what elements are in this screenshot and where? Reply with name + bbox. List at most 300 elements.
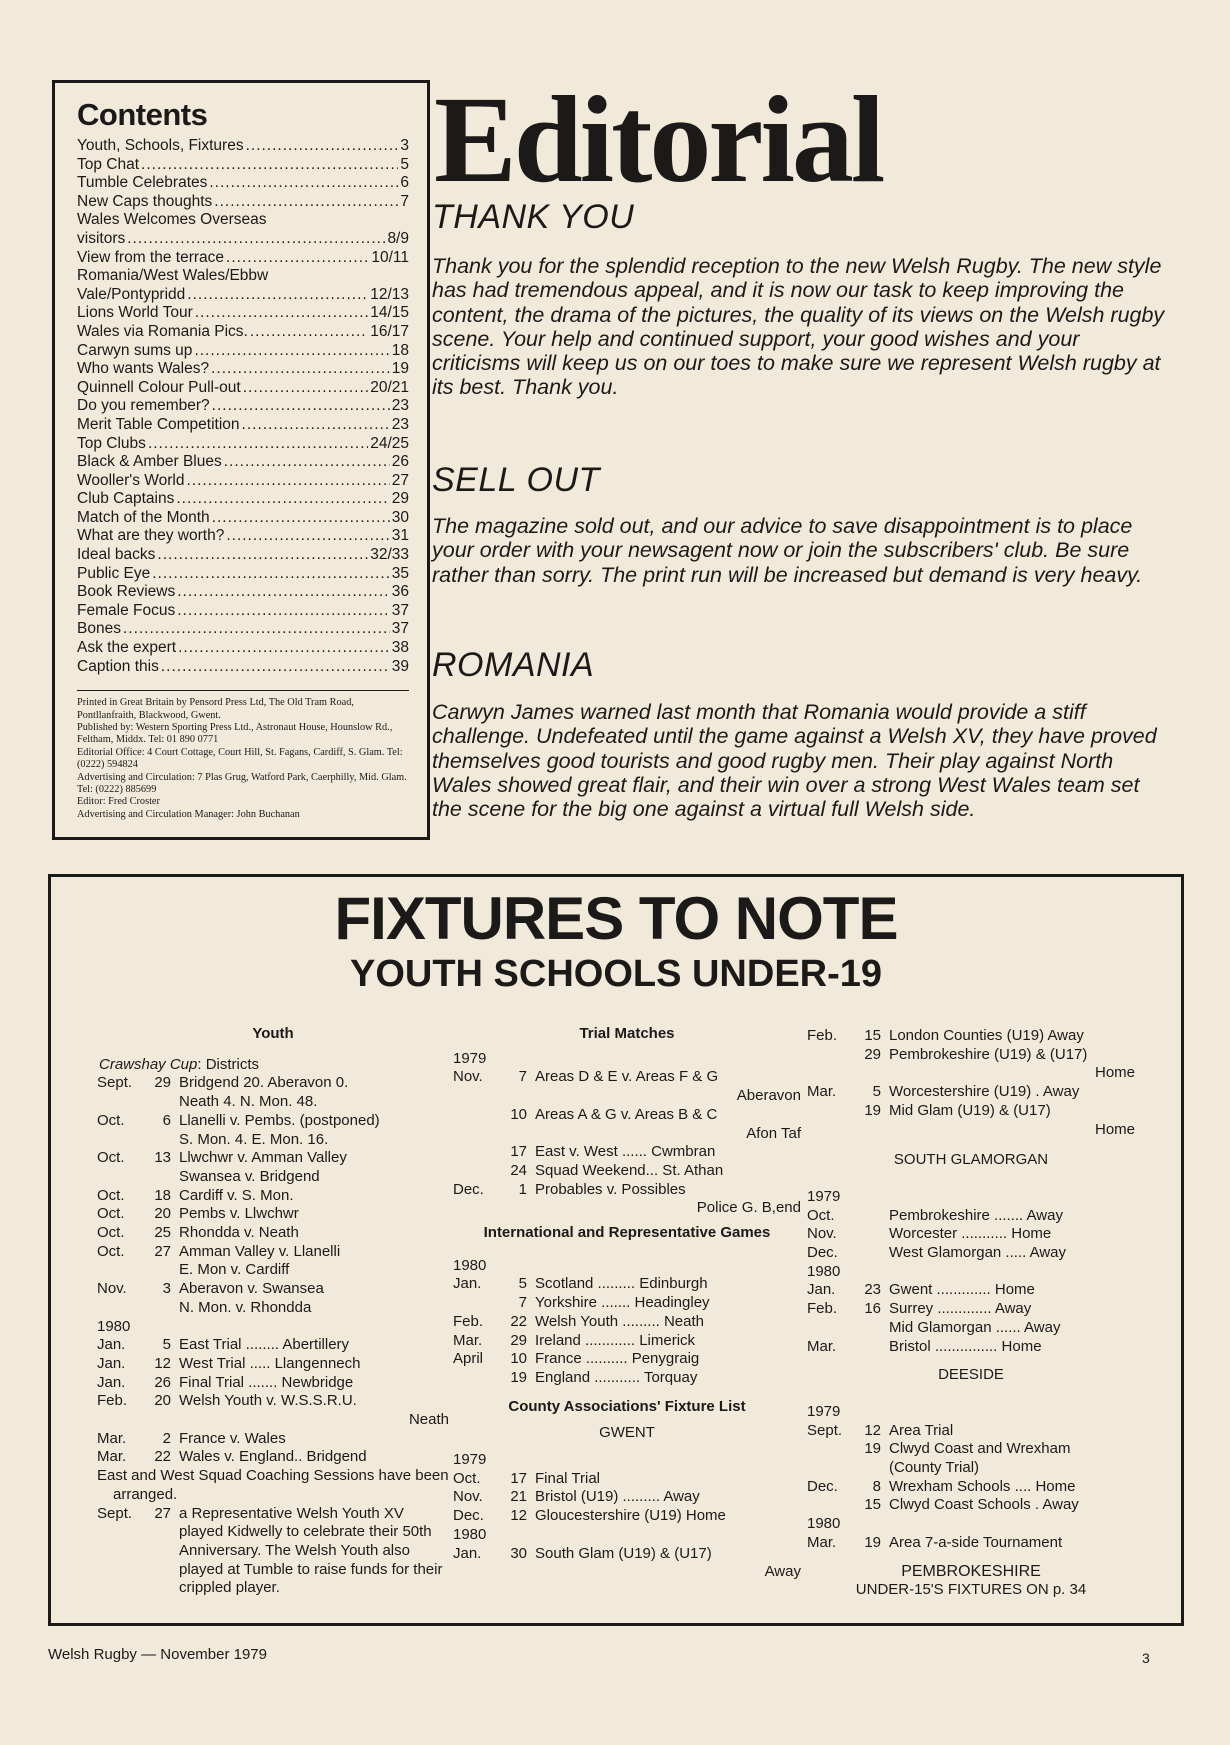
fixture-text: Cardiff v. S. Mon. bbox=[179, 1186, 294, 1204]
fixture-text: France .......... Penygraig bbox=[535, 1350, 700, 1368]
fixture-day bbox=[859, 1244, 881, 1263]
fixture-year: 1980 bbox=[97, 1317, 131, 1335]
fixture-row bbox=[453, 1294, 801, 1313]
fixture-day: 3 bbox=[162, 1280, 171, 1298]
leader-dots bbox=[212, 397, 390, 416]
fixture-text: Yorkshire ....... Headingley bbox=[535, 1294, 710, 1312]
contents-item-title: Youth, Schools, Fixtures bbox=[77, 137, 244, 154]
fixture-day: 19 bbox=[864, 1101, 881, 1119]
fixture-continuation bbox=[807, 1064, 1135, 1083]
fixture-text: East Trial ........ Abertillery bbox=[179, 1336, 350, 1354]
fixture-text: South Glam (U19) & (U17) bbox=[535, 1544, 712, 1562]
contents-item-title: Public Eye bbox=[77, 564, 151, 582]
contents-item-page: 23 bbox=[391, 397, 409, 415]
leader-dots bbox=[187, 286, 368, 305]
fixture-month bbox=[807, 1046, 859, 1065]
fixture-row bbox=[453, 1350, 801, 1369]
fixture-row bbox=[807, 1225, 1135, 1244]
fixture-day: 25 bbox=[154, 1224, 171, 1242]
imprint-line: Editorial Office: 4 Court Cottage, Court Hill, St. Fagans, Cardiff, S. Glam. Tel: (0222) 594824 bbox=[77, 746, 403, 771]
indent bbox=[453, 1199, 535, 1218]
fixture-text: Wrexham Schools .... Home bbox=[889, 1477, 1076, 1495]
fixture-text: N. Mon. v. Rhondda bbox=[179, 1298, 312, 1316]
footer-publication: Welsh Rugby — November 1979 bbox=[48, 1646, 267, 1663]
contents-item-title: Romania/West Wales/Ebbw bbox=[77, 267, 269, 285]
leader-dots bbox=[177, 602, 390, 621]
contents-item-page: 35 bbox=[391, 564, 409, 582]
contents-item-page: 27 bbox=[391, 471, 409, 489]
fixture-text: E. Mon v. Cardiff bbox=[179, 1261, 290, 1279]
fixture-month: Mar. bbox=[453, 1331, 483, 1349]
fixture-text: West Trial ..... Llangennech bbox=[179, 1354, 361, 1372]
fixture-text: Bridgend 20. Aberavon 0. bbox=[179, 1074, 349, 1092]
fixture-day: 17 bbox=[510, 1469, 527, 1487]
indent bbox=[453, 1087, 535, 1106]
fixture-text: Ireland ............ Limerick bbox=[535, 1331, 696, 1349]
fixture-day: 12 bbox=[864, 1421, 881, 1439]
fixture-row bbox=[453, 1507, 801, 1526]
fixture-day: 21 bbox=[510, 1488, 527, 1506]
fixture-row bbox=[453, 1313, 801, 1332]
contents-item-page: 31 bbox=[391, 527, 409, 545]
contents-item-title: New Caps thoughts bbox=[77, 192, 213, 210]
contents-item-title: Top Chat bbox=[77, 155, 140, 173]
fixture-month: Dec. bbox=[807, 1477, 838, 1495]
fixture-text: Bristol ............... Home bbox=[889, 1337, 1042, 1355]
fixture-day: 1 bbox=[518, 1180, 527, 1198]
fixture-text: France v. Wales bbox=[179, 1429, 286, 1447]
fixture-month bbox=[453, 1106, 505, 1125]
fixture-day: 26 bbox=[154, 1373, 171, 1391]
fixture-text: Areas A & G v. Areas B & C bbox=[535, 1105, 718, 1123]
fixture-month: Mar. bbox=[807, 1533, 837, 1551]
fixture-month: Feb. bbox=[97, 1392, 128, 1410]
contents-item bbox=[77, 267, 409, 286]
fixture-text: London Counties (U19) Away bbox=[889, 1027, 1084, 1044]
contents-item-title: Ideal backs bbox=[77, 546, 156, 564]
fixture-month bbox=[453, 1369, 505, 1388]
leader-dots bbox=[127, 230, 385, 249]
youth-fixtures-list bbox=[97, 1074, 449, 1467]
fixture-month: Sept. bbox=[97, 1074, 133, 1092]
contents-item-page: 10/11 bbox=[371, 248, 409, 266]
contents-item bbox=[77, 156, 409, 175]
fixture-row bbox=[453, 1470, 801, 1489]
fixture-text: Swansea v. Bridgend bbox=[179, 1167, 320, 1185]
fixture-continuation bbox=[453, 1563, 801, 1582]
editorial-body-romania: Carwyn James warned last month that Romania would provide a stiff challenge. Undefeated until the game against a Welsh XV, they have proved themselves good tourists and good rugby men. Their play against North Wales showed great flair, and their win over a strong West Wales team set the scene for the big one against a virtual full Welsh side. bbox=[432, 700, 1157, 822]
contents-item-title: Lions World Tour bbox=[77, 304, 193, 322]
fixture-row bbox=[97, 1243, 449, 1262]
fixture-day: 16 bbox=[864, 1300, 881, 1318]
fixture-day: 10 bbox=[510, 1105, 527, 1123]
fixture-month: Nov. bbox=[97, 1280, 127, 1298]
fixture-day: 27 bbox=[154, 1242, 171, 1260]
fixture-month: Mar. bbox=[807, 1083, 837, 1101]
fixture-text: Llwchwr v. Amman Valley bbox=[179, 1149, 347, 1167]
fixture-day bbox=[859, 1225, 881, 1244]
fixture-month bbox=[807, 1440, 859, 1459]
fixture-text: Gwent ............. Home bbox=[889, 1281, 1035, 1299]
fixture-row bbox=[97, 1224, 449, 1243]
contents-item bbox=[77, 193, 409, 212]
contents-item-title: Merit Table Competition bbox=[77, 415, 240, 433]
leader-dots bbox=[178, 639, 390, 658]
contents-item-title: Wales via Romania Pics. bbox=[77, 322, 248, 340]
fixture-day: 20 bbox=[154, 1392, 171, 1410]
imprint-line: Editor: Fred Croster bbox=[77, 796, 160, 808]
county-heading: County Associations' Fixture List bbox=[508, 1397, 746, 1415]
fixture-continuation bbox=[97, 1168, 449, 1187]
fixture-year: 1980 bbox=[453, 1256, 487, 1274]
contents-item-page: 24/25 bbox=[370, 434, 409, 452]
indent bbox=[97, 1168, 179, 1187]
contents-item-page: 32/33 bbox=[370, 546, 409, 564]
fixture-day: 17 bbox=[510, 1143, 527, 1161]
fixture-row bbox=[807, 1207, 1135, 1226]
trial-matches-heading: Trial Matches bbox=[579, 1025, 675, 1042]
imprint bbox=[77, 690, 409, 821]
contents-item-title: Bones bbox=[77, 620, 121, 638]
indent bbox=[453, 1125, 535, 1144]
contents-item-page: 30 bbox=[391, 508, 409, 526]
fixture-text: Amman Valley v. Llanelli bbox=[179, 1242, 341, 1260]
fixture-day: 20 bbox=[154, 1205, 171, 1223]
fixture-row bbox=[97, 1355, 449, 1374]
fixture-month: Dec. bbox=[453, 1180, 484, 1198]
contents-item bbox=[77, 565, 409, 584]
fixture-row bbox=[453, 1545, 801, 1564]
fixture-month: Dec. bbox=[453, 1507, 484, 1525]
contents-item bbox=[77, 416, 409, 435]
fixtures-title: FIXTURES TO NOTE bbox=[334, 885, 898, 952]
pembrokeshire-heading: PEMBROKESHIRE bbox=[901, 1562, 1041, 1580]
fixture-day: 19 bbox=[864, 1533, 881, 1551]
contents-item-page: 12/13 bbox=[370, 285, 409, 303]
fixture-row bbox=[807, 1046, 1135, 1065]
fixture-row bbox=[453, 1143, 801, 1162]
fixture-month bbox=[807, 1496, 859, 1515]
fixture-continuation bbox=[97, 1299, 449, 1318]
contents-item bbox=[77, 527, 409, 546]
fixture-row bbox=[807, 1478, 1135, 1497]
fixture-day: 10 bbox=[510, 1350, 527, 1368]
international-heading: International and Representative Games bbox=[483, 1224, 771, 1242]
international-list bbox=[453, 1257, 801, 1388]
contents-item bbox=[77, 583, 409, 602]
fixture-month: Oct. bbox=[97, 1186, 125, 1204]
fixture-row bbox=[453, 1106, 801, 1125]
fixture-month: Mar. bbox=[97, 1429, 127, 1447]
fixture-text: Pembrokeshire (U19) & (U17) bbox=[889, 1045, 1088, 1063]
fixture-day: 19 bbox=[864, 1440, 881, 1458]
fixture-month: Mar. bbox=[807, 1337, 837, 1355]
south-glamorgan-heading: SOUTH GLAMORGAN bbox=[893, 1151, 1049, 1169]
contents-item bbox=[77, 490, 409, 509]
fixture-day: 5 bbox=[518, 1275, 527, 1293]
leader-dots bbox=[242, 416, 390, 435]
fixture-text: Home bbox=[1094, 1064, 1135, 1082]
leader-dots bbox=[141, 156, 398, 175]
fixture-month: Nov. bbox=[453, 1488, 483, 1506]
fixture-text: Mid Glamorgan ...... Away bbox=[889, 1318, 1061, 1336]
leader-dots bbox=[250, 323, 368, 342]
fixture-month: Oct. bbox=[453, 1469, 481, 1487]
imprint-line: Printed in Great Britain by Pensord Press Ltd, The Old Tram Road, Pontllanfraith, Blackwood, Gwent. bbox=[77, 697, 354, 721]
fixture-month: Jan. bbox=[97, 1336, 126, 1354]
fixture-row bbox=[807, 1102, 1135, 1121]
leader-dots bbox=[224, 453, 390, 472]
contents-item-page: 18 bbox=[391, 341, 409, 359]
contents-item bbox=[77, 658, 409, 677]
fixture-row bbox=[807, 1496, 1135, 1515]
fixture-day: 8 bbox=[872, 1477, 881, 1495]
fixture-day bbox=[859, 1207, 881, 1226]
fixture-text: Neath bbox=[408, 1411, 449, 1429]
fixture-text: Mid Glam (U19) & (U17) bbox=[889, 1101, 1051, 1119]
fixture-month bbox=[453, 1143, 505, 1162]
youth-coaching-note: East and West Squad Coaching Sessions have been arranged. bbox=[97, 1467, 449, 1503]
leader-dots bbox=[243, 379, 369, 398]
contents-item-title: Top Clubs bbox=[77, 434, 146, 452]
fixture-text: Away bbox=[764, 1563, 801, 1581]
fixture-day: 7 bbox=[518, 1294, 527, 1312]
fixture-text: Area 7-a-side Tournament bbox=[889, 1533, 1063, 1551]
fixture-continuation bbox=[97, 1261, 449, 1280]
fixture-row bbox=[97, 1374, 449, 1393]
fixture-month bbox=[807, 1102, 859, 1121]
contents-item-page: 37 bbox=[391, 601, 409, 619]
fixture-day: 12 bbox=[154, 1354, 171, 1372]
fixture-row bbox=[97, 1430, 449, 1449]
indent bbox=[97, 1131, 179, 1150]
fixture-day: 19 bbox=[510, 1368, 527, 1386]
contents-item bbox=[77, 453, 409, 472]
contents-item bbox=[77, 286, 409, 305]
contents-item-page: 20/21 bbox=[370, 378, 409, 396]
contents-item-page: 14/15 bbox=[370, 304, 409, 322]
fixture-text: Pembrokeshire ....... Away bbox=[889, 1206, 1063, 1224]
contents-item bbox=[77, 509, 409, 528]
contents-item-title: Black & Amber Blues bbox=[77, 453, 222, 471]
fixture-year: 1979 bbox=[453, 1049, 487, 1067]
fixture-row bbox=[807, 1281, 1135, 1300]
fixture-text: Surrey ............. Away bbox=[889, 1300, 1032, 1318]
editorial-body-sell-out: The magazine sold out, and our advice to save disappointment is to place your order with your newsagent now or join the subscribers' club. Be sure rather than sorry. The print run will be increased but demand is very heavy. bbox=[432, 514, 1143, 587]
contents-item-page: 29 bbox=[391, 490, 409, 508]
contents-item-page: 19 bbox=[391, 360, 409, 378]
leader-dots bbox=[246, 137, 399, 156]
fixture-text: Pembs v. Llwchwr bbox=[179, 1205, 299, 1223]
imprint-line: Advertising and Circulation: 7 Plas Grug, Watford Park, Caerphilly, Mid. Glam. Tel: (0222) 885699 bbox=[77, 771, 407, 796]
indent bbox=[807, 1064, 889, 1083]
contents-item-title: Vale/Pontypridd bbox=[77, 285, 186, 303]
contents-item-title: Wales Welcomes Overseas bbox=[77, 211, 267, 229]
contents-list bbox=[77, 137, 409, 676]
leader-dots bbox=[226, 527, 389, 546]
gwent-continued-list bbox=[807, 1027, 1135, 1139]
fixture-month: Oct. bbox=[97, 1224, 125, 1242]
fixture-day bbox=[859, 1319, 881, 1338]
crawshay-cup-name: Crawshay Cup bbox=[99, 1055, 198, 1073]
fixture-row bbox=[807, 1244, 1135, 1263]
indent bbox=[453, 1563, 535, 1582]
contents-item bbox=[77, 342, 409, 361]
fixture-text: Squad Weekend... St. Athan bbox=[535, 1161, 724, 1179]
youth-column bbox=[97, 1025, 449, 1598]
leader-dots bbox=[226, 249, 369, 268]
fixture-row bbox=[807, 1027, 1135, 1046]
pembrokeshire-note: UNDER-15'S FIXTURES ON p. 34 bbox=[855, 1581, 1087, 1599]
fixture-year: 1980 bbox=[807, 1515, 841, 1533]
fixture-text: East v. West ...... Cwmbran bbox=[535, 1143, 716, 1161]
contents-item-page: 39 bbox=[391, 657, 409, 675]
fixture-day: 24 bbox=[510, 1161, 527, 1179]
fixture-year: 1979 bbox=[807, 1187, 841, 1205]
fixture-row bbox=[807, 1422, 1135, 1441]
contents-item bbox=[77, 174, 409, 193]
leader-dots bbox=[176, 490, 389, 509]
contents-item-page: 37 bbox=[391, 620, 409, 638]
fixture-month: Oct. bbox=[97, 1149, 125, 1167]
fixture-year: 1980 bbox=[453, 1525, 487, 1543]
contents-item-title: Caption this bbox=[77, 657, 159, 675]
indent bbox=[97, 1261, 179, 1280]
fixture-text: a Representative Welsh Youth XV played Kidwelly to celebrate their 50th Anniversary. The Welsh Youth also played at Tumble to raise funds for their crippled player. bbox=[179, 1504, 443, 1597]
leader-dots bbox=[157, 546, 368, 565]
fixture-text: Areas D & E v. Areas F & G bbox=[535, 1068, 719, 1086]
fixture-text: Wales v. England.. Bridgend bbox=[179, 1448, 367, 1466]
fixture-day: 5 bbox=[872, 1083, 881, 1101]
fixture-day: 13 bbox=[154, 1149, 171, 1167]
fixture-row bbox=[97, 1392, 449, 1411]
fixture-day: 22 bbox=[154, 1448, 171, 1466]
fixture-month bbox=[453, 1294, 505, 1313]
fixture-text: Welsh Youth v. W.S.S.R.U. bbox=[179, 1392, 357, 1410]
fixture-month: Mar. bbox=[97, 1448, 127, 1466]
fixture-continuation bbox=[453, 1087, 801, 1106]
fixture-month: Feb. bbox=[453, 1312, 484, 1330]
contents-item-page: 23 bbox=[391, 415, 409, 433]
fixture-text: Home bbox=[1094, 1120, 1135, 1138]
fixture-year: 1979 bbox=[453, 1451, 487, 1469]
fixture-month: Feb. bbox=[807, 1027, 838, 1044]
contents-item bbox=[77, 435, 409, 454]
fixture-row bbox=[97, 1336, 449, 1355]
fixture-month: Jan. bbox=[97, 1354, 126, 1372]
contents-item-page: 16/17 bbox=[370, 322, 409, 340]
contents-item-title: Ask the expert bbox=[77, 639, 177, 657]
page-number: 3 bbox=[1142, 1650, 1150, 1666]
trials-column bbox=[453, 1025, 801, 1582]
leader-dots bbox=[186, 472, 389, 491]
editorial-heading-sell-out: SELL OUT bbox=[432, 461, 600, 499]
fixture-day: 29 bbox=[510, 1331, 527, 1349]
fixture-text: Final Trial ....... Newbridge bbox=[179, 1373, 354, 1391]
fixture-text: (County Trial) bbox=[889, 1459, 980, 1477]
leader-dots bbox=[152, 565, 390, 584]
contents-item-title: Quinnell Colour Pull-out bbox=[77, 378, 241, 396]
contents-item-title: What are they worth? bbox=[77, 527, 225, 545]
indent bbox=[807, 1459, 889, 1478]
fixture-day: 29 bbox=[154, 1074, 171, 1092]
imprint-line: Advertising and Circulation Manager: John Buchanan bbox=[77, 808, 300, 820]
contents-item-title: Who wants Wales? bbox=[77, 360, 210, 378]
contents-item-title: Book Reviews bbox=[77, 583, 176, 601]
fixture-row bbox=[807, 1300, 1135, 1319]
fixture-text: Clwyd Coast and Wrexham bbox=[889, 1440, 1071, 1458]
fixture-row bbox=[97, 1205, 449, 1224]
fixture-text: Aberavon v. Swansea bbox=[179, 1280, 324, 1298]
right-column bbox=[807, 1027, 1135, 1600]
fixture-row bbox=[453, 1369, 801, 1388]
fixture-row bbox=[97, 1280, 449, 1299]
fixture-month: Sept. bbox=[807, 1421, 843, 1439]
contents-item bbox=[77, 639, 409, 658]
contents-item-title: Wooller's World bbox=[77, 471, 185, 489]
fixture-text: Neath 4. N. Mon. 48. bbox=[179, 1093, 318, 1111]
leader-dots bbox=[123, 620, 390, 639]
leader-dots bbox=[209, 174, 398, 193]
fixture-continuation bbox=[97, 1093, 449, 1112]
fixture-day: 15 bbox=[864, 1496, 881, 1514]
contents-item bbox=[77, 602, 409, 621]
leader-dots bbox=[211, 360, 390, 379]
fixture-text: Gloucestershire (U19) Home bbox=[535, 1507, 726, 1525]
youth-heading: Youth bbox=[252, 1025, 294, 1042]
gwent-list bbox=[453, 1451, 801, 1582]
editorial-body-thank-you: Thank you for the splendid reception to the new Welsh Rugby. The new style has had tremendous appeal, and it is now our task to keep improving the content, the drama of the pictures, the quality of its views on the Welsh rugby scene. Your help and continued support, your good wishes and your criticisms will keep us on our toes to make sure we represent Welsh rugby at its best. Thank you. bbox=[432, 254, 1165, 400]
leader-dots bbox=[212, 509, 390, 528]
contents-item-page: 6 bbox=[400, 174, 409, 192]
fixture-month: Oct. bbox=[97, 1111, 125, 1129]
fixture-row bbox=[97, 1149, 449, 1168]
south-glamorgan-list bbox=[807, 1188, 1135, 1356]
imprint-line: Published by: Western Sporting Press Ltd., Astronaut House, Hounslow Rd., Feltham, Middx. Tel: 01 890 0771 bbox=[77, 722, 393, 746]
fixture-row bbox=[97, 1448, 449, 1467]
fixture-day: 2 bbox=[162, 1429, 171, 1447]
fixture-month: Nov. bbox=[807, 1225, 837, 1243]
fixture-row bbox=[453, 1068, 801, 1087]
contents-item-title: Do you remember? bbox=[77, 397, 210, 415]
trial-matches-list bbox=[453, 1050, 801, 1218]
fixture-text: Scotland ......... Edinburgh bbox=[535, 1275, 708, 1293]
contents-item-page: 7 bbox=[400, 192, 409, 210]
leader-dots bbox=[177, 583, 390, 602]
contents-item-title: Female Focus bbox=[77, 601, 176, 619]
gwent-heading: GWENT bbox=[599, 1424, 655, 1442]
contents-item bbox=[77, 137, 409, 156]
fixture-month: Dec. bbox=[807, 1244, 838, 1262]
fixture-month: Oct. bbox=[807, 1206, 835, 1224]
fixture-text: Final Trial bbox=[535, 1469, 601, 1487]
contents-item bbox=[77, 230, 409, 249]
contents-item bbox=[77, 211, 409, 230]
fixture-continuation bbox=[97, 1411, 449, 1430]
fixture-day: 12 bbox=[510, 1507, 527, 1525]
fixture-month: Jan. bbox=[453, 1544, 482, 1562]
fixture-day: 22 bbox=[510, 1312, 527, 1330]
fixture-day: 30 bbox=[510, 1544, 527, 1562]
contents-item-title: View from the terrace bbox=[77, 248, 225, 266]
fixture-text: West Glamorgan ..... Away bbox=[889, 1244, 1067, 1262]
fixture-month: Oct. bbox=[97, 1242, 125, 1260]
fixture-row bbox=[807, 1338, 1135, 1357]
fixtures-box bbox=[48, 874, 1184, 1626]
fixture-month bbox=[453, 1162, 505, 1181]
fixture-text: Worcestershire (U19) . Away bbox=[889, 1083, 1080, 1101]
leader-dots bbox=[194, 342, 389, 361]
